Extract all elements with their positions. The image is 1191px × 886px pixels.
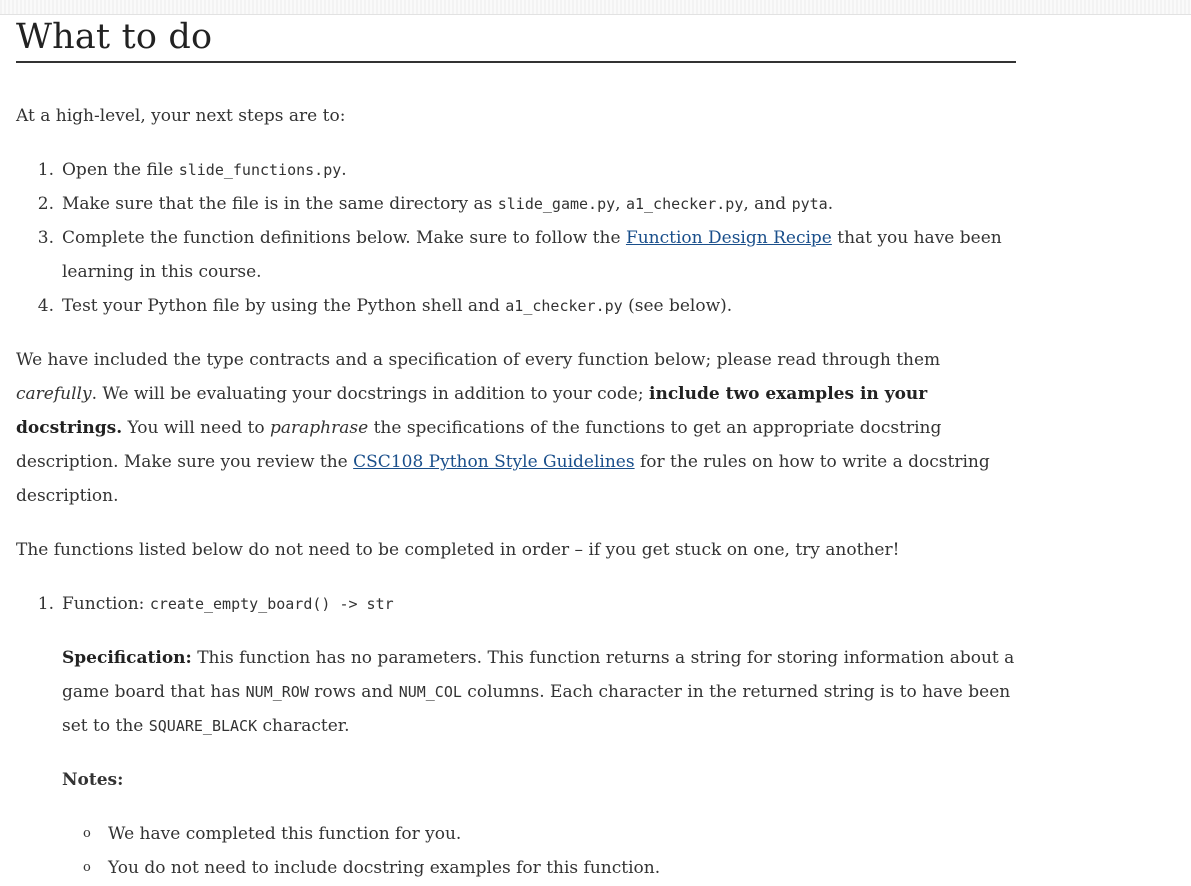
specification-paragraph: Specification: This function has no parameters. This function returns a string for storing information about a game board that has NUM_ROW rows and NUM_COL columns. Each character in the returned string is to have been set to the SQUARE_BLACK character. [62,648,1015,736]
step-number: 2. [37,194,54,214]
note-item: o You do not need to include docstring examples for this function. [62,851,1016,885]
step-number: 1. [37,160,54,180]
notes-list [62,817,1016,885]
top-strip [0,0,1191,15]
order-note: The functions listed below do not need to be completed in order – if you get stuck on one, try another! [16,540,900,560]
filename-code: pyta [791,195,828,213]
steps-list [16,153,1016,323]
step-item: 3. Complete the function definitions below. Make sure to follow the Function Design Recipe that you have been learning in this course. [16,221,1016,289]
note-item: o We have completed this function for you. [62,817,1016,851]
step-item: 2. Make sure that the file is in the same directory as slide_game.py, a1_checker.py, and pyta. [16,187,1016,221]
functions-list [16,587,1016,885]
step-number: 3. [37,228,54,248]
notes-label: Notes: [62,770,124,790]
step-number: 4. [37,296,54,316]
filename-code: slide_game.py [497,195,616,213]
page-heading: What to do [16,14,1016,63]
bullet-icon: o [83,826,91,841]
filename-code: a1_checker.py [505,297,623,315]
function-design-recipe-link[interactable]: Function Design Recipe [625,228,832,248]
intro-text: At a high-level, your next steps are to: [16,106,346,126]
style-guidelines-link[interactable]: CSC108 Python Style Guidelines [353,452,635,472]
step-item: 4. Test your Python file by using the Python shell and a1_checker.py (see below). [16,289,1016,323]
function-label: Function: [62,594,150,614]
function-item [16,587,1016,885]
step-item: 1. Open the file slide_functions.py. [16,153,1016,187]
bullet-icon: o [83,860,91,875]
contracts-paragraph: We have included the type contracts and a specification of every function below; please read through them carefully. We will be evaluating your docstrings in addition to your code; include two examples in your docstrings. You will need to paraphrase the specifications of the functions to get an appropriate docstring description. Make sure you review the CSC108 Python Style Guidelines for the rules on how to write a docstring description. [16,350,990,506]
function-number: 1. [37,594,54,614]
function-signature: create_empty_board() -> str [149,595,394,613]
main-content [16,14,1016,885]
filename-code: slide_functions.py [178,161,342,179]
specification-label: Specification: [62,648,192,668]
filename-code: a1_checker.py [625,195,744,213]
